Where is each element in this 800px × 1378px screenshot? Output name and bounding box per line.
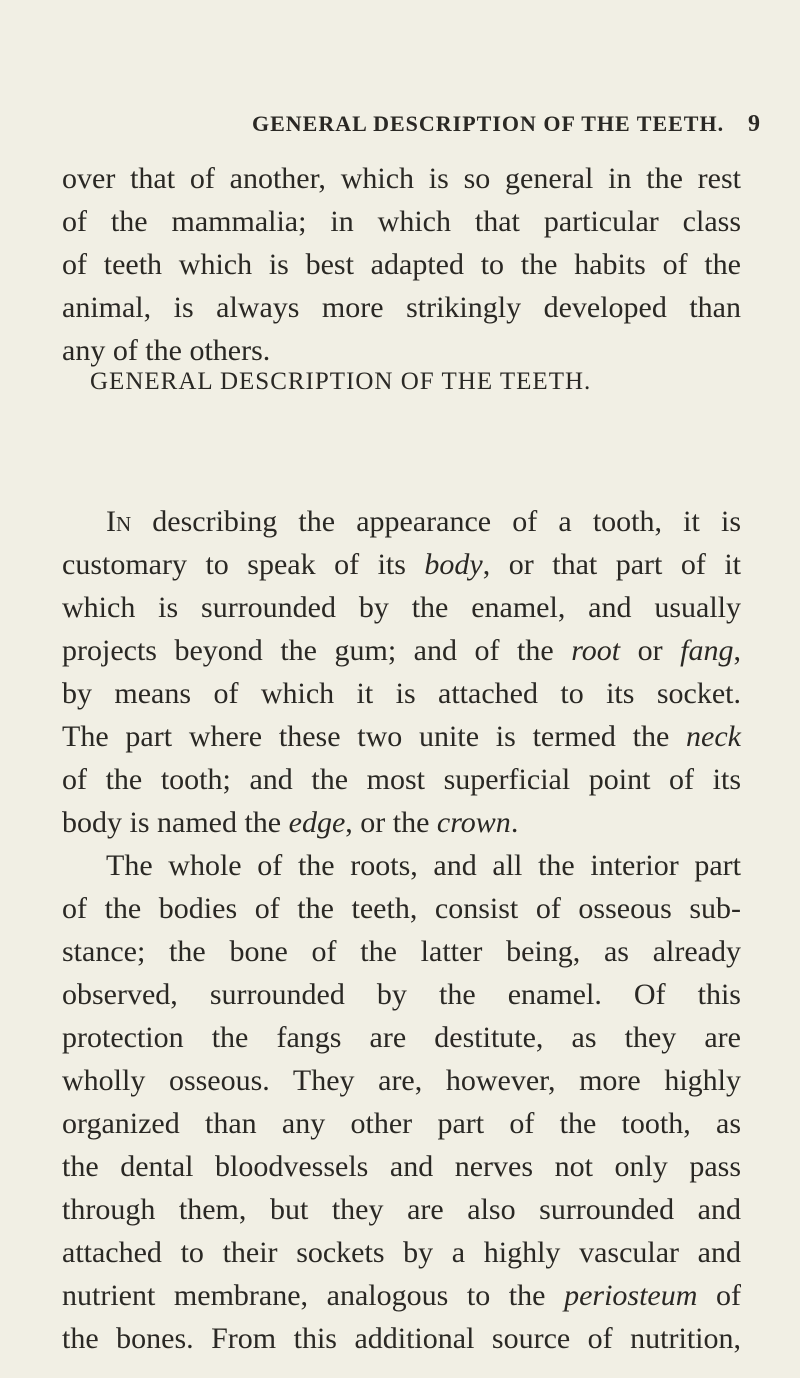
text-span: nutrient membrane, analogous to the: [62, 1279, 565, 1312]
italic-term: crown: [436, 806, 511, 839]
text-span: or: [620, 634, 681, 667]
text-line: The whole of the roots, and all the interior part: [106, 849, 741, 882]
text-span: describing the appearance of a tooth, it is: [131, 505, 741, 538]
text-line: of the tooth; and the most superficial point of its: [62, 763, 741, 796]
text-line: [62, 632, 741, 670]
text-line: of the bodies of the teeth, consist of osseous sub-: [62, 892, 741, 925]
italic-term: edge: [288, 806, 346, 839]
text-line: which is surrounded by the enamel, and usually: [62, 591, 741, 624]
text-line: wholly osseous. They are, however, more highly: [62, 1064, 741, 1097]
text-line: attached to their sockets by a highly vascular and: [62, 1236, 741, 1269]
page-header: [60, 104, 760, 144]
italic-term: neck: [686, 720, 741, 753]
text-line: observed, surrounded by the enamel. Of this: [62, 978, 741, 1011]
text-line: [62, 718, 741, 756]
text-span: body is named the: [62, 806, 289, 839]
text-line: protection the fangs are destitute, as they are: [62, 1021, 741, 1054]
text-line: organized than any other part of the tooth, as: [62, 1107, 741, 1140]
text-line: stance; the bone of the latter being, as already: [62, 935, 741, 968]
text-span: of: [697, 1279, 742, 1312]
text-line: [62, 804, 741, 842]
text-line: by means of which it is attached to its socket.: [62, 677, 741, 710]
italic-term: root: [571, 634, 621, 667]
text-line: [106, 503, 741, 541]
italic-term: body: [424, 548, 483, 581]
running-title: GENERAL DESCRIPTION OF THE TEETH.: [252, 111, 725, 136]
text-line: any of the others.: [62, 334, 271, 367]
text-line: [62, 546, 741, 584]
italic-term: fang: [680, 634, 734, 667]
section-heading: GENERAL DESCRIPTION OF THE TEETH.: [90, 368, 592, 395]
text-span: The part where these two unite is termed the: [62, 720, 687, 753]
text-span: ,: [733, 634, 742, 667]
text-span: .: [510, 806, 519, 839]
text-span: projects beyond the gum; and of the: [62, 634, 572, 667]
text-line: animal, is always more strikingly developed than: [62, 291, 741, 324]
text-span: customary to speak of its: [62, 548, 425, 581]
text-line: [62, 1277, 741, 1315]
text-line: of teeth which is best adapted to the habits of the: [62, 248, 741, 281]
italic-term: periosteum: [564, 1279, 698, 1312]
text-span: , or the: [345, 806, 437, 839]
text-span: , or that part of it: [482, 548, 741, 581]
text-line: through them, but they are also surrounded and: [62, 1193, 741, 1226]
page-number: 9: [748, 111, 760, 137]
drop-word: In: [106, 505, 132, 538]
text-line: the bones. From this additional source of nutrition,: [62, 1322, 741, 1355]
text-line: over that of another, which is so general in the rest: [62, 162, 741, 195]
text-line: the dental bloodvessels and nerves not only pass: [62, 1150, 741, 1183]
text-line: of the mammalia; in which that particular class: [62, 205, 741, 238]
